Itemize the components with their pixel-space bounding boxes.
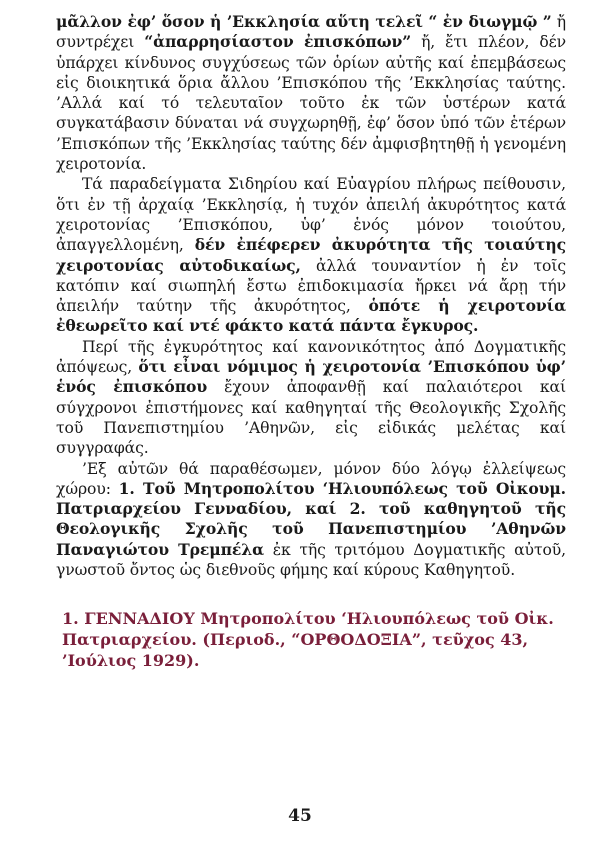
footnote: 1. ΓΕΝΝΑΔΙΟΥ Μητροπολίτου ‘Ηλιουπόλεως τοῦ Οἰκ. Πατριαρχείου. (Περιοδ., “ΟΡΘΟΔΟΞΙΑ”, τεῦχος 43, ’Ιούλιος 1929). — [62, 609, 554, 671]
paragraph-1 — [56, 12, 566, 174]
text-run: Περί τῆς ἐγκυρότητος καί κανονικότητος ἀπό Δογματικῆς ἀπόψεως, — [56, 337, 566, 377]
text-run: μᾶλλον ἐφ’ ὅσον ἡ ’Εκκλησία αὕτη τελεῖ “ ἐν διωγμῷ ” — [56, 12, 552, 31]
paragraph-2 — [56, 174, 566, 336]
text-run: δέν ἐπέφερεν ἀκυρότητα τῆς τοιαύτης χειροτονίας αὐτοδικαίως, — [56, 235, 566, 275]
text-run: ’Εξ αὐτῶν θά παραθέσωμεν, μόνον δύο λόγῳ ἐλλείψεως χώρου: — [56, 459, 566, 498]
body-text — [56, 12, 566, 580]
text-run: ὅτι εἶναι νόμιμος ἡ χειροτονία ’Επισκόπου ὑφ’ ἑνός ἐπισκόπου — [56, 357, 566, 397]
text-run: “ἀπαρρησίαστον ἐπισκόπων” — [144, 32, 412, 52]
text-run: ἤ συντρέχει — [56, 13, 566, 52]
text-run: ἐκ τῆς τριτόμου Δογματικῆς αὐτοῦ, γνωστοῦ ὄντος ὡς διεθνοῦς φήμης καί κύρους Καθηγητοῦ. — [56, 540, 566, 580]
page-number: 45 — [288, 806, 312, 826]
text-run: ἔχουν ἀποφανθῇ καί παλαιότεροι καί σύγχρονοι ἐπιστήμονες καί καθηγηταί τῆς Θεολογικῆς Σχολῆς τοῦ Πανεπιστημίου ’Αθηνῶν, εἰς εἰδικάς μελέτας καί συγγραφάς. — [56, 378, 566, 458]
paragraph-3 — [56, 337, 566, 459]
text-run: 1. Τοῦ Μητροπολίτου ‘Ηλιουπόλεως τοῦ Οἰκουμ. Πατριαρχείου Γενναδίου, καί 2. τοῦ καθηγητοῦ τῆς Θεολογικῆς Σχολῆς τοῦ Πανεπιστημίου ’Αθηνῶν Παναγιώτου Τρεμπέλα — [56, 478, 566, 559]
text-run: Τά παραδείγματα Σιδηρίου καί Εὐαγρίου πλήρως πείθουσιν, ὅτι ἐν τῇ ἀρχαίᾳ ’Εκκλησίᾳ, ἡ τυχόν ἀπειλή ἀκυρότητος κατά χειροτονίας ’Επισκόπου, ὑφ’ ἑνός μόνον τοιούτου, ἀπαγγελλομένη, — [56, 175, 566, 255]
text-run: ἤ, ἔτι πλέον, δέν ὑπάρχει κίνδυνος συγχύσεως τῶν ὁρίων αὐτῆς καί ἐπεμβάσεως εἰς διοικητικά ὅρια ἄλλου ’Επισκόπου τῆς ’Εκκλησίας ταύτης. ’Αλλά καί τό τελευταῖον τοῦτο ἐκ τῶν ὑστέρων κατά συγκατάβασιν δύναται νά συγχωρηθῇ, ἐφ’ ὅσον ὑπό τῶν ἑτέρων ’Επισκόπων τῆς ’Εκκλησίας ταύτης δέν ἀμφισβητηθῇ ἡ γενομένη χειροτονία. — [56, 33, 567, 174]
text-run: ὁπότε ἡ χειροτονία ἐθεωρεῖτο καί ντέ φάκτο κατά πάντα ἔγκυρος. — [56, 296, 566, 336]
paragraph-4 — [56, 459, 566, 581]
text-run: ἀλλά τουναντίον ἡ ἐν τοῖς κατόπιν καί σιωπηλή ἔστω ἐπιδοκιμασία ἤρκει νά ἄρῃ τήν ἀπειλήν ταύτην τῆς ἀκυρότητος, — [56, 256, 566, 316]
